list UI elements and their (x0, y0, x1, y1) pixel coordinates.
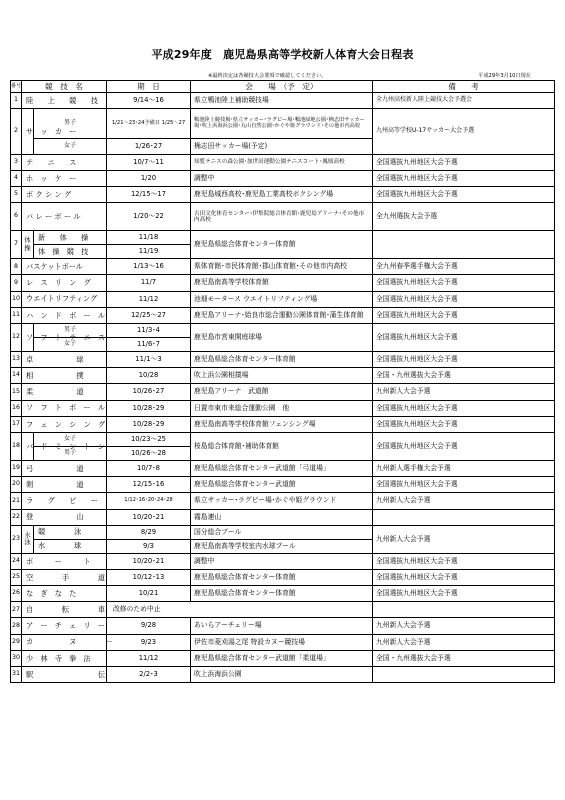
row-number: 7 (11, 231, 22, 259)
table-row (11, 634, 555, 650)
row-number: 12 (11, 324, 22, 352)
period: 10/7～11 (107, 154, 191, 170)
sport-name: 剣 道 (22, 477, 107, 493)
sport-name: 水 球 (34, 539, 107, 553)
row-number: 26 (11, 586, 22, 602)
remarks: 全国・九州選抜大会予選 (373, 368, 555, 384)
row-number: 25 (11, 569, 22, 585)
row-number: 10 (11, 291, 22, 307)
sport-name: 相 撲 (22, 368, 107, 384)
table-row (11, 650, 555, 666)
period: 9/3 (107, 539, 191, 553)
venue: 桷志田サッカー場(予定) (191, 139, 373, 155)
period: 12/25～27 (107, 307, 191, 323)
period: 改修のため中止 (107, 602, 373, 618)
sport-name: 登 山 (22, 509, 107, 525)
sport-name: カ ヌ ー (22, 634, 107, 650)
remarks: 全国選抜九州地区大会予選 (373, 154, 555, 170)
table-row (11, 493, 555, 509)
row-number: 30 (11, 650, 22, 666)
period: 11/3･4 (107, 324, 191, 338)
venue: 伊佐市菱刈湯之尾 特設カヌー競技場 (191, 634, 373, 650)
remarks: 全九州高校新人陸上競技大会予選会 (373, 93, 555, 109)
table-row (11, 509, 555, 525)
venue: 県立サッカー･ラグビー場･かぐや姫グラウンド (191, 493, 373, 509)
sport-name: バ レ ー ボ ー ル (22, 203, 107, 231)
row-number: 20 (11, 477, 22, 493)
remarks (373, 231, 555, 259)
header-remarks: 備 考 (373, 81, 555, 93)
remarks: 全国・九州選抜大会予選 (373, 650, 555, 666)
row-number: 15 (11, 384, 22, 400)
table-row (11, 432, 555, 446)
period: 11/1～3 (107, 352, 191, 368)
row-number: 8 (11, 259, 22, 275)
period: 10/21 (107, 586, 191, 602)
venue: あいらアーチェリー場 (191, 618, 373, 634)
row-number: 4 (11, 170, 22, 186)
row-number: 9 (11, 275, 22, 291)
row-number: 19 (11, 460, 22, 476)
table-row (11, 569, 555, 585)
row-number: 31 (11, 667, 22, 683)
category: 男子 (34, 324, 107, 338)
row-number: 21 (11, 493, 22, 509)
venue: 霧島連山 (191, 509, 373, 525)
venue: 県立鴨池陸上補助競技場 (191, 93, 373, 109)
period: 10/28 (107, 368, 191, 384)
remarks: 全国選抜九州地区大会予選 (373, 400, 555, 416)
remarks: 九州新人選手権大会予選 (373, 460, 555, 476)
remarks: 九州新人大会予選 (373, 525, 555, 553)
venue: 吹上浜海浜公園 (191, 667, 373, 683)
table-row (11, 231, 555, 245)
period: 11/18 (107, 231, 191, 245)
row-number: 22 (11, 509, 22, 525)
table-row (11, 307, 555, 323)
sport-name: ソ フ ト テ ニ ス (22, 324, 34, 352)
table-row (11, 275, 555, 291)
period: 1/13～16 (107, 259, 191, 275)
category: 男子 (34, 446, 107, 460)
sport-name: テ ニ ス (22, 154, 107, 170)
remarks: 全国選抜九州地区大会予選 (373, 477, 555, 493)
schedule-table (10, 80, 555, 683)
table-row (11, 553, 555, 569)
remarks: 全国選抜九州地区大会予選 (373, 352, 555, 368)
period: 10/7･8 (107, 460, 191, 476)
remarks: 九州新人大会予選 (373, 384, 555, 400)
row-number: 28 (11, 618, 22, 634)
period: 11/12 (107, 650, 191, 666)
period: 10/23～25 (107, 432, 191, 446)
period: 10/20･21 (107, 553, 191, 569)
header-period: 期 日 (107, 81, 191, 93)
table-row (11, 109, 555, 139)
table-row (11, 602, 555, 618)
venue: 鹿児島県総合体育センター体育館 (191, 569, 373, 585)
period: 11/19 (107, 245, 191, 259)
row-number: 2 (11, 109, 22, 155)
remarks: 全国選抜九州地区大会予選 (373, 586, 555, 602)
category: 女子 (34, 338, 107, 352)
remarks: 全九州選抜大会予選 (373, 203, 555, 231)
venue: 鴨池陸上競技場･県立サッカー･ラグビー場･鴨池緑地公園･桷志田サッカー場･吹上浜海浜公園･丸山自然公園･かぐや姫グラウンド･その他市内高校 (191, 109, 373, 139)
table-row (11, 384, 555, 400)
period: 10/26～28 (107, 446, 191, 460)
remarks: 全国選抜九州地区大会予選 (373, 432, 555, 460)
venue: 鹿児島県総合体育センター体育館 (191, 352, 373, 368)
table-row (11, 416, 555, 432)
sport-name: 柔 道 (22, 384, 107, 400)
period: 10/20･21 (107, 509, 191, 525)
venue: 鹿児島南高等学校体育館 (191, 275, 373, 291)
period: 1/20～22 (107, 203, 191, 231)
table-row (11, 187, 555, 203)
header-sport: 競 技 名 (22, 81, 107, 93)
venue: 吹上浜公園相撲場 (191, 368, 373, 384)
page-title: 平成29年度 鹿児島県高等学校新人体育大会日程表 (151, 48, 414, 61)
venue: 鹿児島県総合体育センター武道館「柔道場」 (191, 650, 373, 666)
venue: 鹿児島南高等学校室内水球プール (191, 539, 373, 553)
remarks (373, 667, 555, 683)
notice-text: ※最終決定は各競技大会要項で確認してください。 (208, 73, 327, 79)
table-row (11, 170, 555, 186)
venue: 知覧テニスの森公園･加世田運動公園テニスコート･鳳凰高校 (191, 154, 373, 170)
sport-name: な ぎ な た (22, 586, 107, 602)
venue: 調整中 (191, 553, 373, 569)
remarks: 全国選抜九州地区大会予選 (373, 324, 555, 352)
period: 10/28･29 (107, 416, 191, 432)
sport-name: ボ ー ト (22, 553, 107, 569)
sport-name: 自 転 車 (22, 602, 107, 618)
sport-name: バスケットボール (22, 259, 107, 275)
sport-name: バ ド ミ ン ト ン (22, 432, 34, 460)
sport-name: ア ー チ ェ リ ー (22, 618, 107, 634)
venue: 鹿児島県総合体育センター武道館「弓道場」 (191, 460, 373, 476)
remarks: 九州新人大会予選 (373, 618, 555, 634)
row-number: 24 (11, 553, 22, 569)
sport-name: ウエイトリフティング (22, 291, 107, 307)
table-row (11, 460, 555, 476)
row-number: 18 (11, 432, 22, 460)
table-row (11, 203, 555, 231)
sport-name: サ ッ カ ー (22, 109, 34, 155)
table-row (11, 477, 555, 493)
row-number: 16 (11, 400, 22, 416)
venue: 鹿児島アリーナ･姶良市総合運動公園体育館･蒲生体育館 (191, 307, 373, 323)
period: 12/15～17 (107, 187, 191, 203)
table-row (11, 291, 555, 307)
table-row (11, 400, 555, 416)
remarks: 九州新人大会予選 (373, 493, 555, 509)
table-row (11, 368, 555, 384)
venue: 国分総合プール (191, 525, 373, 539)
period: 12/15･16 (107, 477, 191, 493)
remarks: 全国選抜九州地区大会予選 (373, 416, 555, 432)
table-row (11, 154, 555, 170)
sport-name: フ ェ ン シ ン グ (22, 416, 107, 432)
as-of-date: 平成29年3月10日現在 (478, 73, 531, 79)
remarks: 九州新人大会予選 (373, 634, 555, 650)
header-row (11, 81, 555, 93)
remarks: 全国選抜九州地区大会予選 (373, 187, 555, 203)
sport-name: 競 泳 (34, 525, 107, 539)
period: 9/28 (107, 618, 191, 634)
table-row (11, 352, 555, 368)
row-number: 11 (11, 307, 22, 323)
remarks: 全国選抜九州地区大会予選 (373, 275, 555, 291)
venue: 鹿児島県総合体育センター武道館 (191, 477, 373, 493)
row-number: 5 (11, 187, 22, 203)
category: 女子 (34, 432, 107, 446)
period: 10/26･27 (107, 384, 191, 400)
venue: 鹿児島市営東開庭球場 (191, 324, 373, 352)
row-number: 14 (11, 368, 22, 384)
period: 9/14～16 (107, 93, 191, 109)
sport-name: 卓 球 (22, 352, 107, 368)
venue: 桜島総合体育館･補助体育館 (191, 432, 373, 460)
row-number: 27 (11, 602, 22, 618)
row-number: 23 (11, 525, 22, 553)
remarks: 全国選抜九州地区大会予選 (373, 170, 555, 186)
sport-name: ホ ッ ケ ー (22, 170, 107, 186)
row-number: 17 (11, 416, 22, 432)
category: 男子 (34, 109, 107, 139)
remarks: 全国選抜九州地区大会予選 (373, 553, 555, 569)
category: 女子 (34, 139, 107, 155)
header-venue: 会 場 （予 定） (191, 81, 373, 93)
period: 9/23 (107, 634, 191, 650)
row-number: 13 (11, 352, 22, 368)
sport-name: 体 操 競 技 (34, 245, 107, 259)
period: 10/28･29 (107, 400, 191, 416)
sport-name: 空 手 道 (22, 569, 107, 585)
table-row (11, 525, 555, 539)
row-number: 3 (11, 154, 22, 170)
remarks: 全国選抜九州地区大会予選 (373, 307, 555, 323)
venue: 鹿児島城西高校･鹿児島工業高校ボクシング場 (191, 187, 373, 203)
remarks (373, 509, 555, 525)
sport-name: ソ フ ト ボ ー ル (22, 400, 107, 416)
sport-name: ハ ン ド ボ ー ル (22, 307, 107, 323)
sport-name: レ ス リ ン グ (22, 275, 107, 291)
table-row (11, 93, 555, 109)
period: 8/29 (107, 525, 191, 539)
table-row (11, 259, 555, 275)
remarks: 全国選抜九州地区大会予選 (373, 569, 555, 585)
sport-name: 陸 上 競 技 (22, 93, 107, 109)
table-row (11, 667, 555, 683)
sport-name: 新 体 操 (34, 231, 107, 245)
period: 1/12･16･20･24･28 (107, 493, 191, 509)
period: 1/26･27 (107, 139, 191, 155)
venue: 調整中 (191, 170, 373, 186)
remarks: 全国選抜九州地区大会予選 (373, 291, 555, 307)
venue: 鹿児島県総合体育センター体育館 (191, 231, 373, 259)
row-number: 1 (11, 93, 22, 109)
table-row (11, 618, 555, 634)
venue: 鹿児島県総合体育センター体育館 (191, 586, 373, 602)
period: 2/2･3 (107, 667, 191, 683)
venue: 池畑モータース ウエイトリフティング場 (191, 291, 373, 307)
sport-name: 弓 道 (22, 460, 107, 476)
remarks: 全九州春季選手権大会予選 (373, 259, 555, 275)
venue: 吉田文化体育センター･伊集院総合体育館･鹿児島アリーナ･その他市内高校 (191, 203, 373, 231)
header-no: 番号 (11, 81, 22, 93)
period: 1/20 (107, 170, 191, 186)
venue: 鹿児島南高等学校体育館フェンシング場 (191, 416, 373, 432)
sport-name: ラ グ ビ ー (22, 493, 107, 509)
period: 11/7 (107, 275, 191, 291)
row-number: 6 (11, 203, 22, 231)
sport-name: 駅 伝 (22, 667, 107, 683)
row-number: 29 (11, 634, 22, 650)
table-row (11, 324, 555, 338)
sport-name: 少 林 寺 拳 法 (22, 650, 107, 666)
venue: 鹿児島アリーナ 武道館 (191, 384, 373, 400)
venue: 県体育館･市民体育館･郡山体育館･その他市内高校 (191, 259, 373, 275)
period: 11/12 (107, 291, 191, 307)
period: 10/12･13 (107, 569, 191, 585)
group-label: 体操 (22, 231, 34, 259)
venue: 日置市東市来総合運動公園 他 (191, 400, 373, 416)
table-row (11, 586, 555, 602)
period: 1/21～23･24予備日 1/25～27 (107, 109, 191, 139)
remarks (373, 602, 555, 618)
period: 11/6･7 (107, 338, 191, 352)
group-label: 水泳 (22, 525, 34, 553)
remarks: 九州高等学校U-17サッカー大会予選 (373, 109, 555, 155)
sport-name: ボ ク シ ン グ (22, 187, 107, 203)
